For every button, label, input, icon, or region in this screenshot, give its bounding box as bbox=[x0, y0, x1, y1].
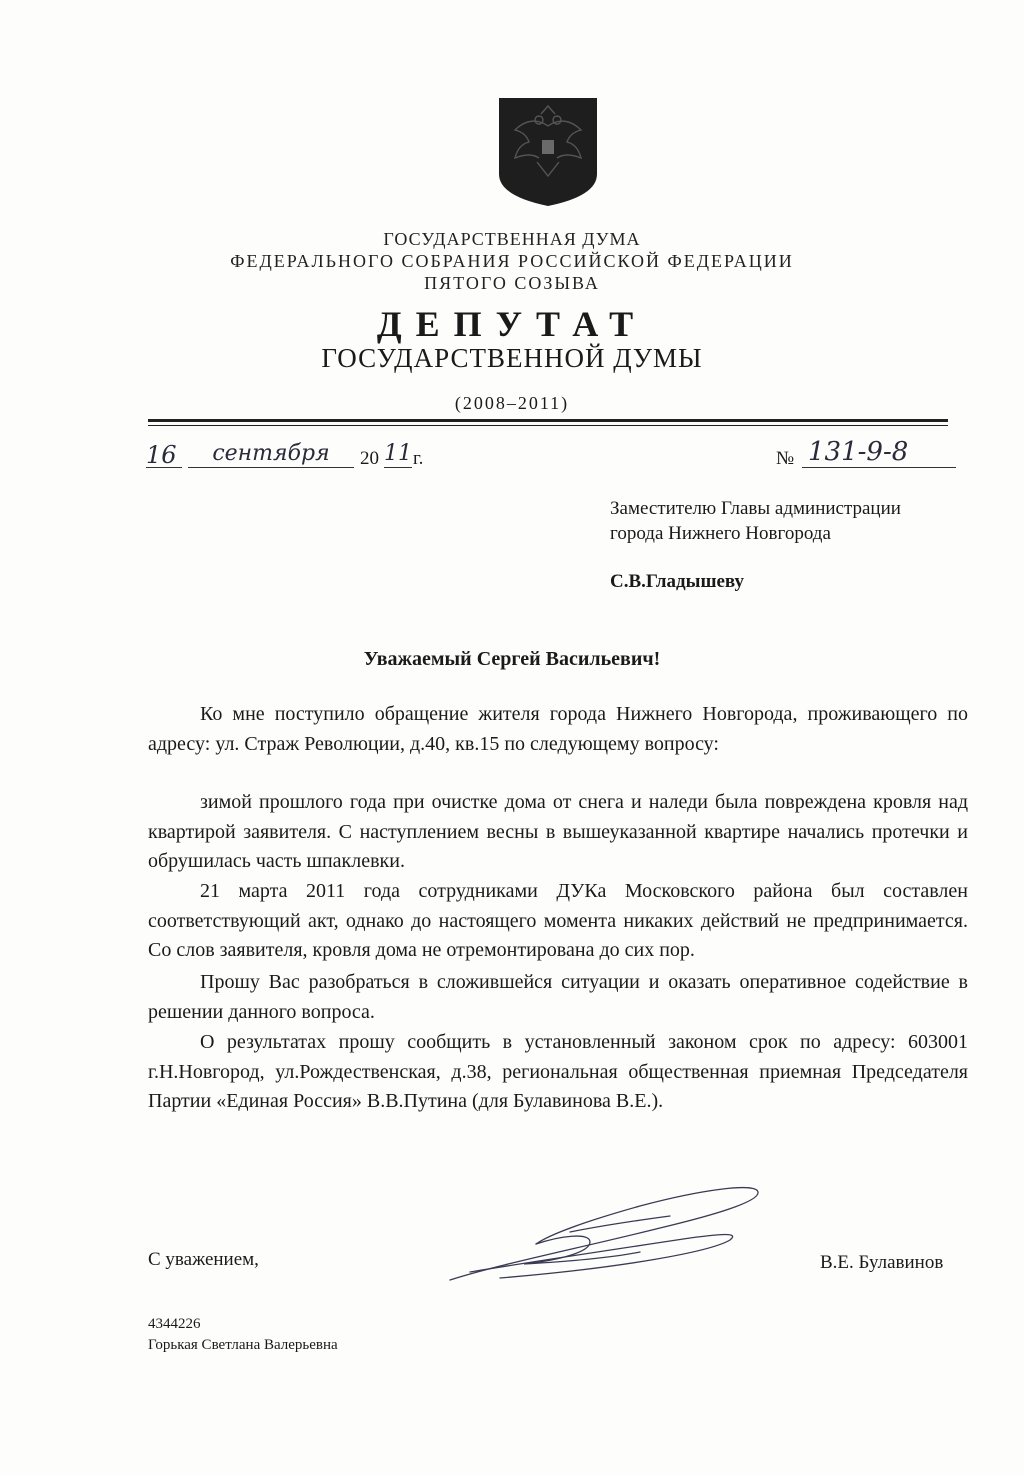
body-paragraph: Ко мне поступило обращение жителя города Нижнего Новгорода, проживающего по адресу: ул. Страж Революции, д.40, кв.15 по следующему вопросу: bbox=[148, 703, 968, 755]
date-year: 11 bbox=[384, 441, 412, 466]
closing-phrase: С уважением, bbox=[148, 1249, 259, 1270]
addressee-line-1: Заместителю Главы администрации bbox=[610, 498, 901, 519]
header-rule-thin bbox=[148, 425, 948, 426]
header-rule-thick bbox=[148, 419, 948, 422]
signature-icon bbox=[440, 1172, 780, 1292]
date-month: сентября bbox=[188, 441, 354, 468]
salutation: Уважаемый Сергей Васильевич! bbox=[363, 648, 661, 670]
body-paragraph: 21 марта 2011 года сотрудниками ДУКа Московского района был составлен соответствующий акт, однако до настоящего момента никаких действий не предпринимается. Со слов заявителя, кровля дома не отремонтирована до сих пор. bbox=[148, 880, 968, 961]
letterhead-title: ДЕПУТАТ bbox=[376, 304, 648, 344]
date-day: 16 bbox=[146, 441, 182, 468]
org-line-1: ГОСУДАРСТВЕННАЯ ДУМА bbox=[383, 229, 641, 249]
body-paragraph: О результатах прошу сообщить в установленный законом срок по адресу: 603001 г.Н.Новгород, ул.Рождественская, д.38, региональная общественная приемная Председателя Партии «Единая Россия» В.В.Путина (для Булавинова В.Е.). bbox=[148, 1031, 968, 1112]
executor-name: Горькая Светлана Валерьевна bbox=[148, 1337, 338, 1353]
executor-phone: 4344226 bbox=[148, 1316, 201, 1332]
number-label: № bbox=[776, 448, 795, 469]
coat-of-arms-icon bbox=[497, 96, 599, 208]
addressee-name: С.В.Гладышеву bbox=[610, 571, 745, 592]
document-number: 131-9-8 bbox=[802, 437, 956, 468]
date-suffix: г. bbox=[413, 448, 424, 469]
convocation-period: (2008–2011) bbox=[454, 393, 570, 413]
addressee-line-2: города Нижнего Новгорода bbox=[610, 523, 831, 544]
date-year-prefix: 20 bbox=[360, 448, 379, 469]
org-line-2: ФЕДЕРАЛЬНОГО СОБРАНИЯ РОССИЙСКОЙ ФЕДЕРАЦИИ bbox=[230, 251, 794, 271]
letterhead-subtitle: ГОСУДАРСТВЕННОЙ ДУМЫ bbox=[321, 343, 703, 373]
org-line-3: ПЯТОГО СОЗЫВА bbox=[424, 273, 600, 293]
body-paragraph: зимой прошлого года при очистке дома от снега и наледи была повреждена кровля над квартирой заявителя. С наступлением весны в вышеуказанной квартире начались протечки и обрушилась часть шпаклевки. bbox=[148, 791, 968, 872]
body-paragraph: Прошу Вас разобраться в сложившейся ситуации и оказать оперативное содействие в решении данного вопроса. bbox=[148, 971, 968, 1023]
signer-name: В.Е. Булавинов bbox=[820, 1252, 944, 1273]
